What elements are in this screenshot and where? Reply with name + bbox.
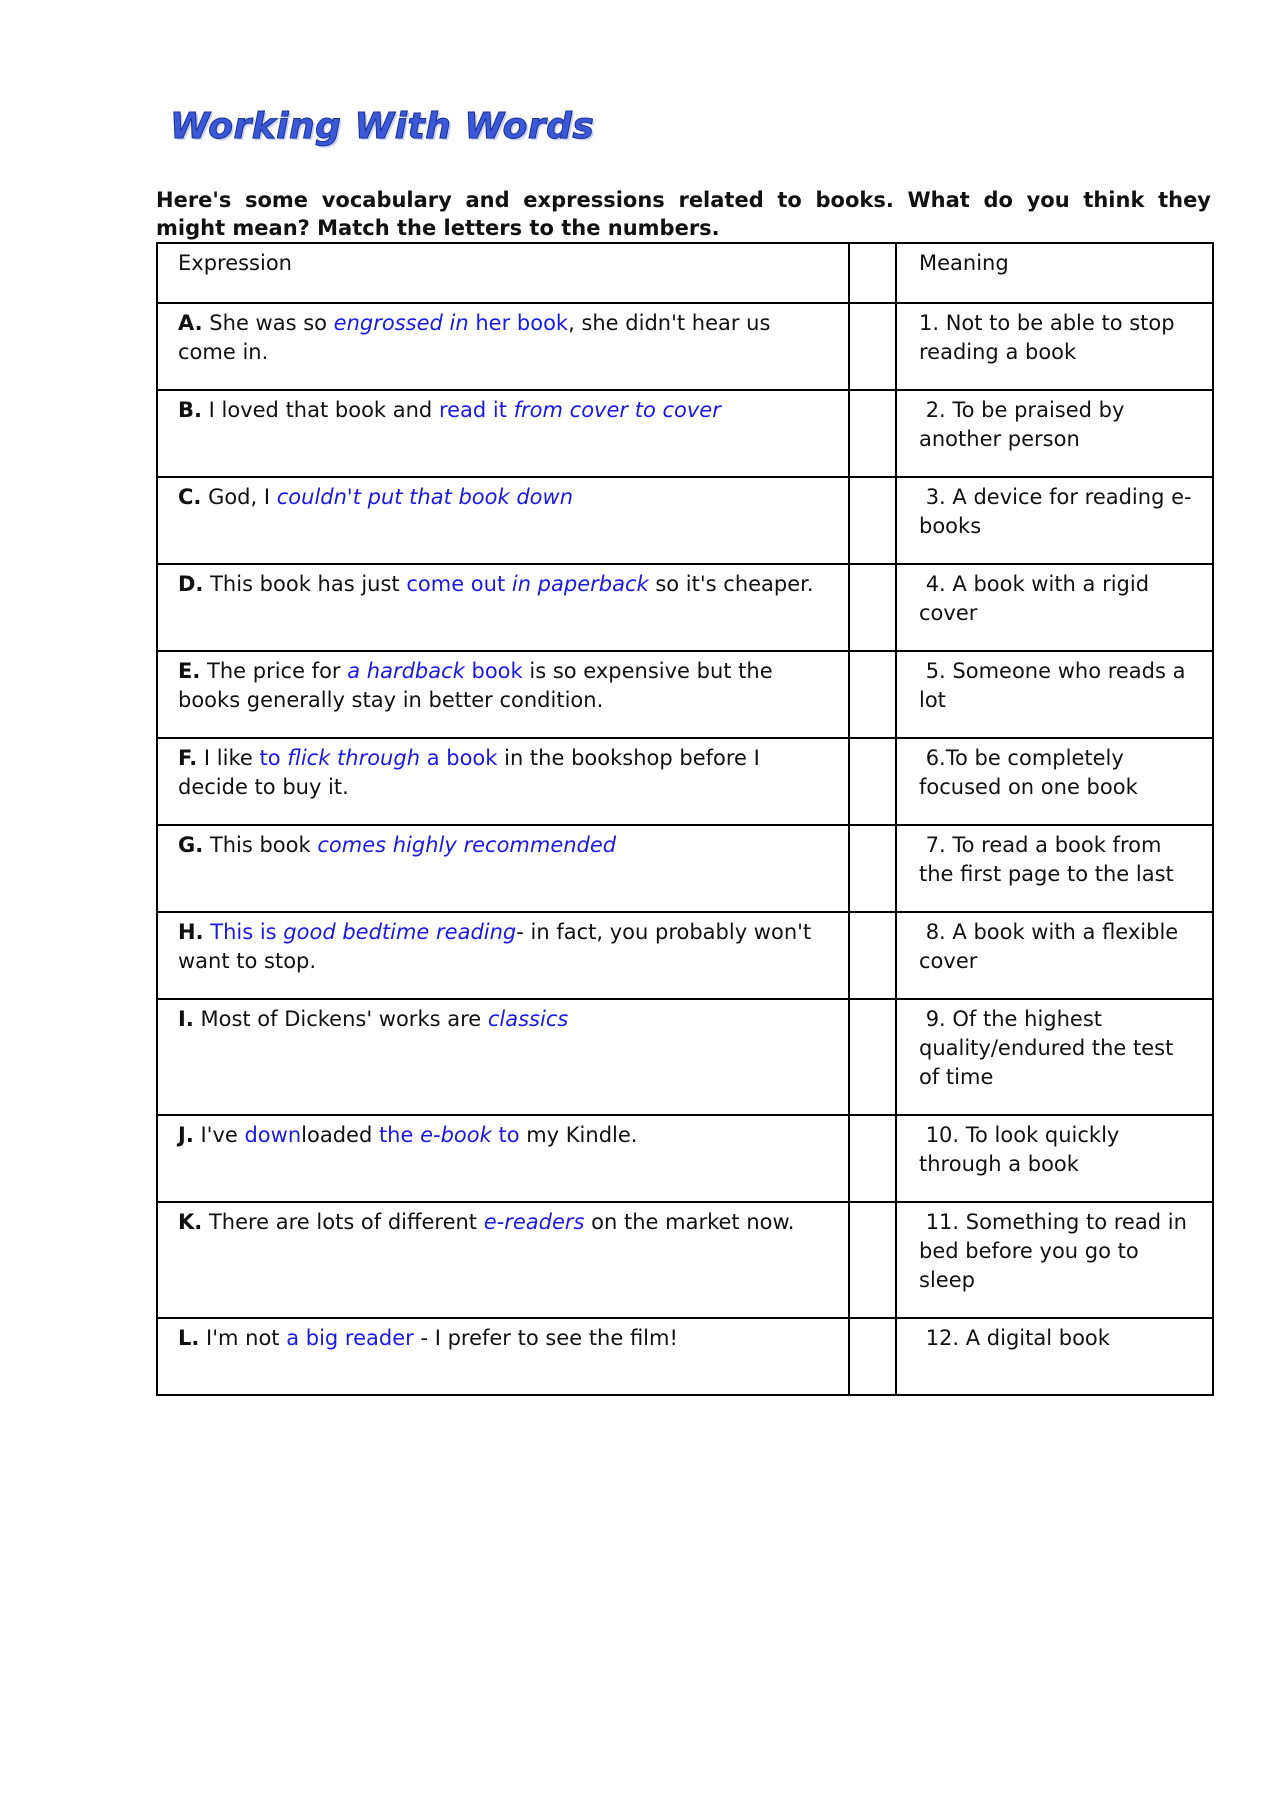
highlighted-expression: flick through: [287, 746, 421, 770]
sentence-text: This book has just: [203, 572, 407, 596]
item-letter: C.: [178, 485, 202, 509]
expression-cell: [157, 825, 849, 912]
item-letter: D.: [178, 572, 204, 596]
answer-cell[interactable]: [849, 564, 896, 651]
highlighted-expression: in paperback: [511, 572, 649, 596]
sentence-text: so it's cheaper.: [648, 572, 814, 596]
expression-cell: [157, 477, 849, 564]
highlighted-expression: to: [491, 1123, 520, 1147]
sentence-text: I'm not: [199, 1326, 287, 1350]
sentence-text: is so expensive but the books generally stay in better condition.: [178, 659, 780, 712]
item-letter: I.: [178, 1007, 194, 1031]
expression-cell: [157, 651, 849, 738]
item-letter: H.: [178, 920, 204, 944]
sentence-text: I loved that book and: [201, 398, 439, 422]
expression-cell: [157, 1202, 849, 1318]
sentence-text: - in fact, you probably won't want to stop.: [178, 920, 818, 973]
meaning-cell: 12. A digital book: [896, 1318, 1213, 1395]
answer-cell[interactable]: [849, 825, 896, 912]
item-letter: K.: [178, 1210, 203, 1234]
meaning-cell: 7. To read a book from the first page to the last: [896, 825, 1213, 912]
answer-cell[interactable]: [849, 1115, 896, 1202]
sentence-text: , she didn't hear us come in.: [178, 311, 778, 364]
highlighted-expression: a book: [420, 746, 498, 770]
sentence-text: my Kindle.: [519, 1123, 638, 1147]
expression-cell: [157, 390, 849, 477]
highlighted-expression: good bedtime reading: [283, 920, 517, 944]
highlighted-expression: read it: [438, 398, 514, 422]
expression-header: Expression: [157, 243, 849, 303]
highlighted-expression: e-readers: [483, 1210, 585, 1234]
answer-cell[interactable]: [849, 1318, 896, 1395]
expression-cell: [157, 1115, 849, 1202]
sentence-text: I've: [193, 1123, 245, 1147]
meaning-cell: 6.To be completely focused on one book: [896, 738, 1213, 825]
highlighted-expression: down: [244, 1123, 302, 1147]
answer-cell[interactable]: [849, 477, 896, 564]
highlighted-expression: comes highly recommended: [317, 833, 617, 857]
item-letter: F.: [178, 746, 198, 770]
table-row: [157, 651, 1213, 738]
sentence-text: loaded: [301, 1123, 379, 1147]
header-row: [157, 243, 1213, 303]
table-row: [157, 999, 1213, 1115]
answer-cell[interactable]: [849, 738, 896, 825]
vocabulary-table: [156, 242, 1214, 1396]
expression-cell: [157, 564, 849, 651]
table-row: [157, 825, 1213, 912]
expression-cell: [157, 303, 849, 390]
sentence-text: on the market now.: [584, 1210, 795, 1234]
meaning-cell: 5. Someone who reads a lot: [896, 651, 1213, 738]
table-row: [157, 912, 1213, 999]
highlighted-expression: from cover to cover: [513, 398, 721, 422]
sentence-text: I like: [197, 746, 260, 770]
highlighted-expression: to: [259, 746, 288, 770]
meaning-cell: 8. A book with a flexible cover: [896, 912, 1213, 999]
highlighted-expression: book: [464, 659, 523, 683]
item-letter: E.: [178, 659, 201, 683]
table-row: [157, 303, 1213, 390]
table-row: [157, 1318, 1213, 1395]
highlighted-expression: come out: [406, 572, 512, 596]
highlighted-expression: This is: [210, 920, 284, 944]
sentence-text: in the bookshop before I decide to buy it.: [178, 746, 767, 799]
table-row: [157, 1115, 1213, 1202]
answer-cell[interactable]: [849, 651, 896, 738]
highlighted-expression: a hardback: [347, 659, 465, 683]
table-row: [157, 390, 1213, 477]
item-letter: G.: [178, 833, 204, 857]
sentence-text: There are lots of different: [202, 1210, 484, 1234]
answer-cell[interactable]: [849, 390, 896, 477]
expression-cell: [157, 999, 849, 1115]
expression-cell: [157, 912, 849, 999]
instructions: Here's some vocabulary and expressions related to books. What do you think they might mean? Match the letters to the numbers.: [156, 188, 1211, 240]
sentence-text: - I prefer to see the film!: [413, 1326, 678, 1350]
expression-cell: [157, 738, 849, 825]
table-row: [157, 1202, 1213, 1318]
highlighted-expression: a big reader: [286, 1326, 414, 1350]
sentence-text: The price for: [200, 659, 348, 683]
highlighted-expression: her book: [468, 311, 569, 335]
item-letter: J.: [178, 1123, 194, 1147]
meaning-header: Meaning: [896, 243, 1213, 303]
sentence-text: This book: [203, 833, 318, 857]
highlighted-expression: e-book: [420, 1123, 492, 1147]
item-letter: L.: [178, 1326, 200, 1350]
meaning-cell: 2. To be praised by another person: [896, 390, 1213, 477]
expression-cell: [157, 1318, 849, 1395]
answer-cell[interactable]: [849, 243, 896, 303]
highlighted-expression: the: [378, 1123, 421, 1147]
answer-cell[interactable]: [849, 1202, 896, 1318]
highlighted-expression: couldn't put that book down: [276, 485, 574, 509]
sentence-text: God, I: [201, 485, 277, 509]
table-row: [157, 477, 1213, 564]
meaning-cell: 3. A device for reading e-books: [896, 477, 1213, 564]
meaning-cell: 10. To look quickly through a book: [896, 1115, 1213, 1202]
table-row: [157, 564, 1213, 651]
sentence-text: She was so: [202, 311, 334, 335]
answer-cell[interactable]: [849, 999, 896, 1115]
answer-cell[interactable]: [849, 912, 896, 999]
item-letter: B.: [178, 398, 202, 422]
meaning-cell: 11. Something to read in bed before you go to sleep: [896, 1202, 1213, 1318]
meaning-cell: 9. Of the highest quality/endured the test of time: [896, 999, 1213, 1115]
meaning-cell: 1. Not to be able to stop reading a book: [896, 303, 1213, 390]
answer-cell[interactable]: [849, 303, 896, 390]
sentence-text: Most of Dickens' works are: [193, 1007, 488, 1031]
table-row: [157, 738, 1213, 825]
highlighted-expression: engrossed in: [333, 311, 469, 335]
item-letter: A.: [178, 311, 203, 335]
worksheet-title: Working With Words: [170, 106, 595, 147]
meaning-cell: 4. A book with a rigid cover: [896, 564, 1213, 651]
highlighted-expression: classics: [487, 1007, 569, 1031]
